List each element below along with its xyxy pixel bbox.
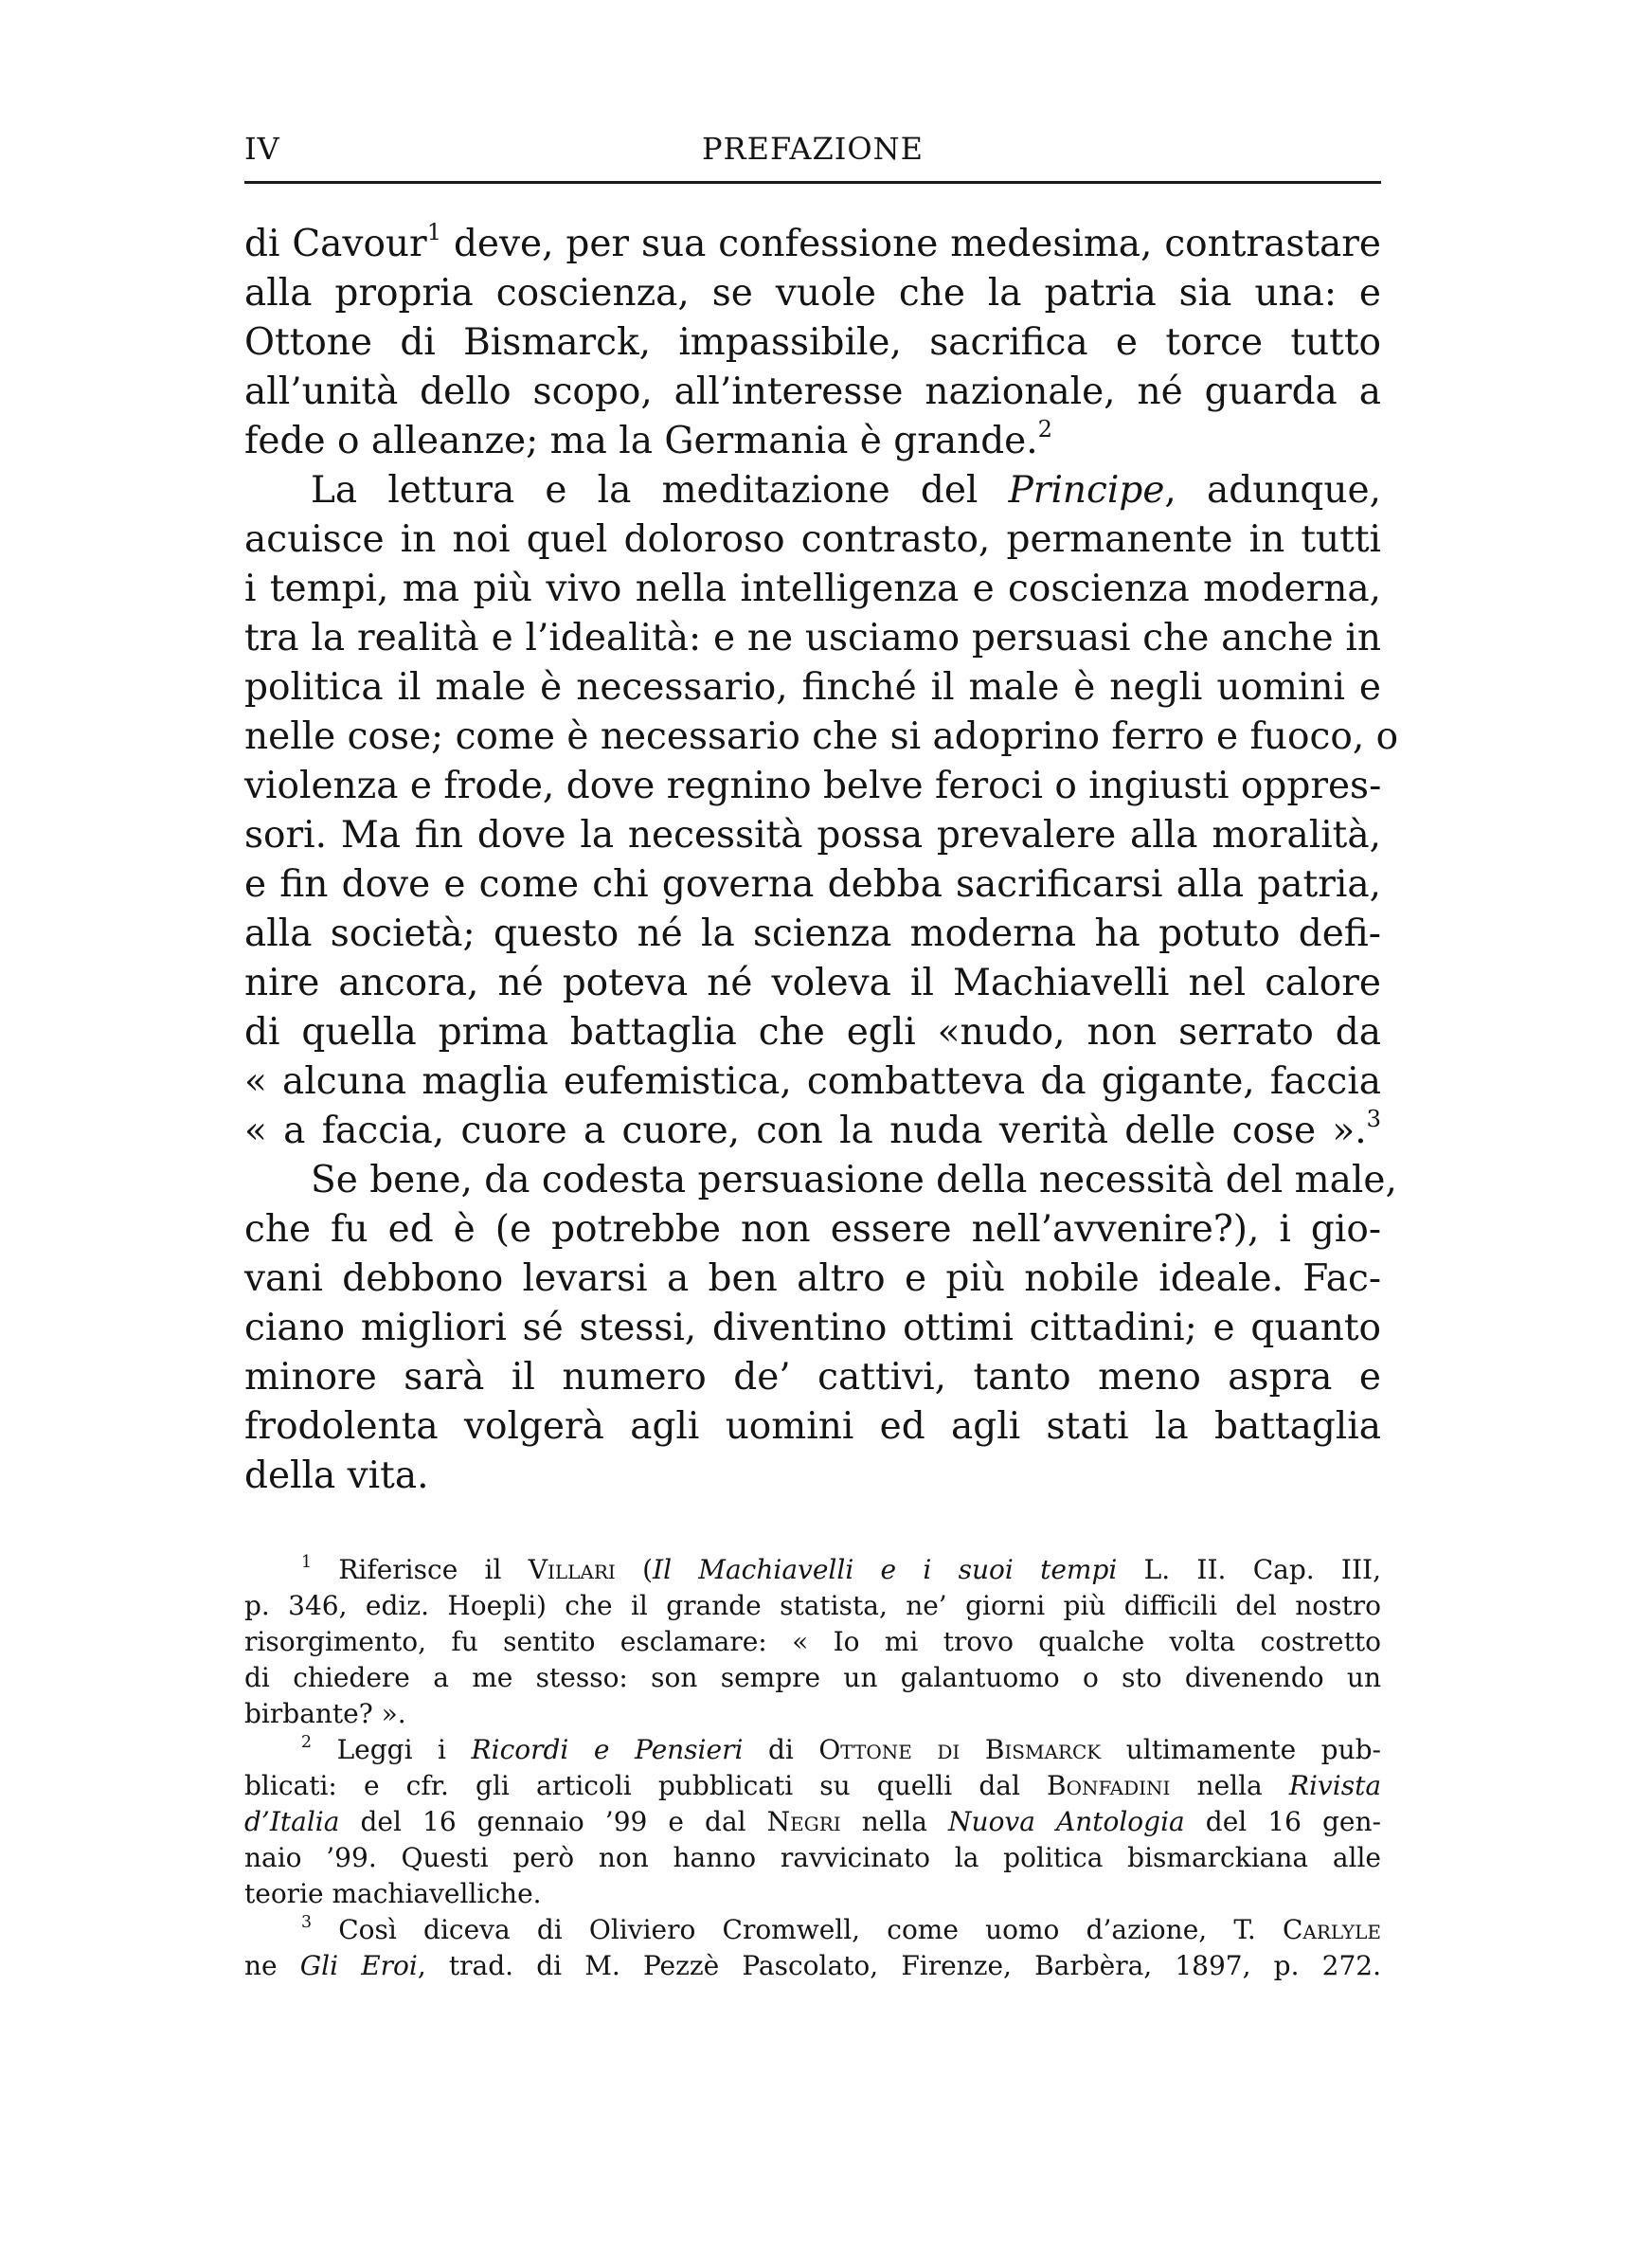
- footnote-line: naio ’99. Questi però non hanno ravvicinato la politica bismarckiana alle: [244, 1842, 1381, 1873]
- body-line: che fu ed è (e potrebbe non essere nell’avvenire?), i gio-: [244, 1208, 1381, 1251]
- body-line: « alcuna maglia eufemistica, combatteva da gigante, faccia: [244, 1060, 1381, 1103]
- body-line: « a faccia, cuore a cuore, con la nuda verità delle cose ».$^3$: [244, 1106, 1381, 1152]
- footnote-line: di chiedere a me stesso: son sempre un galantuomo o sto divenendo un: [244, 1662, 1381, 1693]
- body-line: sori. Ma fin dove la necessità possa prevalere alla moralità,: [244, 814, 1381, 857]
- page-number: IV: [244, 131, 280, 167]
- body-line: politica il male è necessario, finché il male è negli uomini e: [244, 666, 1381, 709]
- footnote-2: $^2$ Leggi i Ricordi e Pensieri di Ottone di Bismarck ultimamente pub-: [301, 1732, 1382, 1765]
- body-line: alla società; questo né la scienza moderna ha potuto defi-: [244, 912, 1381, 955]
- footnote-line: risorgimento, fu sentito esclamare: « Io mi trovo qualche volta costretto: [244, 1626, 1381, 1657]
- footnote-line: d’Italia del 16 gennaio ’99 e dal Negri nella Nuova Antologia del 16 gen-: [244, 1806, 1381, 1837]
- footnote-line: p. 346, ediz. Hoepli) che il grande statista, ne’ giorni più difficili del nostro: [244, 1590, 1381, 1621]
- footnote-line: birbante? ».: [244, 1698, 406, 1729]
- body-line: ciano migliori sé stessi, diventino ottimi cittadini; e quanto: [244, 1307, 1381, 1349]
- footnote-ref[interactable]: 1: [426, 219, 442, 246]
- header-rule: [244, 181, 1381, 184]
- body-line: di quella prima battaglia che egli «nudo, non serrato da: [244, 1011, 1381, 1054]
- footnote-line: blicati: e cfr. gli articoli pubblicati su quelli dal Bonfadini nella Rivista: [244, 1770, 1382, 1801]
- body-line: tra la realità e l’idealità: e ne usciamo persuasi che anche in: [244, 617, 1381, 659]
- body-line: vani debbono levarsi a ben altro e più nobile ideale. Fac-: [244, 1257, 1381, 1300]
- body-line: minore sarà il numero de’ cattivi, tanto meno aspra e: [244, 1356, 1381, 1399]
- footnote-ref[interactable]: 3: [1366, 1106, 1381, 1133]
- body-line: nelle cose; come è necessario che si adoprino ferro e fuoco, o: [244, 715, 1399, 758]
- body-line: alla propria coscienza, se vuole che la patria sia una: e: [244, 272, 1381, 315]
- body-line: all’unità dello scopo, all’interesse nazionale, né guarda a: [244, 370, 1381, 413]
- body-line: fede o alleanze; ma la Germania è grande.$^2$: [244, 416, 1053, 462]
- body-line: i tempi, ma più vivo nella intelligenza e coscienza moderna,: [244, 568, 1381, 610]
- body-line: e fin dove e come chi governa debba sacrificarsi alla patria,: [244, 863, 1381, 906]
- book-title-principe: Principe: [1008, 469, 1165, 512]
- footnote-ref[interactable]: 2: [1037, 416, 1053, 443]
- footnote-line: ne Gli Eroi, trad. di M. Pezzè Pascolato, Firenze, Barbèra, 1897, p. 272.: [244, 1950, 1381, 1981]
- footnote-3: $^3$ Così diceva di Oliviero Cromwell, come uomo d’azione, T. Carlyle: [301, 1912, 1381, 1945]
- footnote-1: $^1$ Riferisce il Villari (Il Machiavelli e i suoi tempi L. II. Cap. III,: [301, 1552, 1382, 1585]
- body-line: Se bene, da codesta persuasione della necessità del male,: [311, 1159, 1397, 1201]
- body-line: della vita.: [244, 1454, 429, 1497]
- body-line: acuisce in noi quel doloroso contrasto, permanente in tutti: [244, 518, 1381, 561]
- body-line: di Cavour$^1$ deve, per sua confessione medesima, contrastare: [244, 219, 1381, 265]
- body-line: Ottone di Bismarck, impassibile, sacrifica e torce tutto: [244, 321, 1381, 364]
- running-title: PREFAZIONE: [702, 131, 924, 167]
- body-line: frodolenta volgerà agli uomini ed agli stati la battaglia: [244, 1405, 1381, 1448]
- body-line: nire ancora, né poteva né voleva il Machiavelli nel calore: [244, 962, 1381, 1004]
- running-header: [244, 131, 1381, 172]
- body-line: La lettura e la meditazione del Principe, adunque,: [311, 469, 1381, 512]
- body-line: violenza e frode, dove regnino belve feroci o ingiusti oppres-: [244, 765, 1382, 807]
- footnote-line: teorie machiavelliche.: [244, 1878, 542, 1909]
